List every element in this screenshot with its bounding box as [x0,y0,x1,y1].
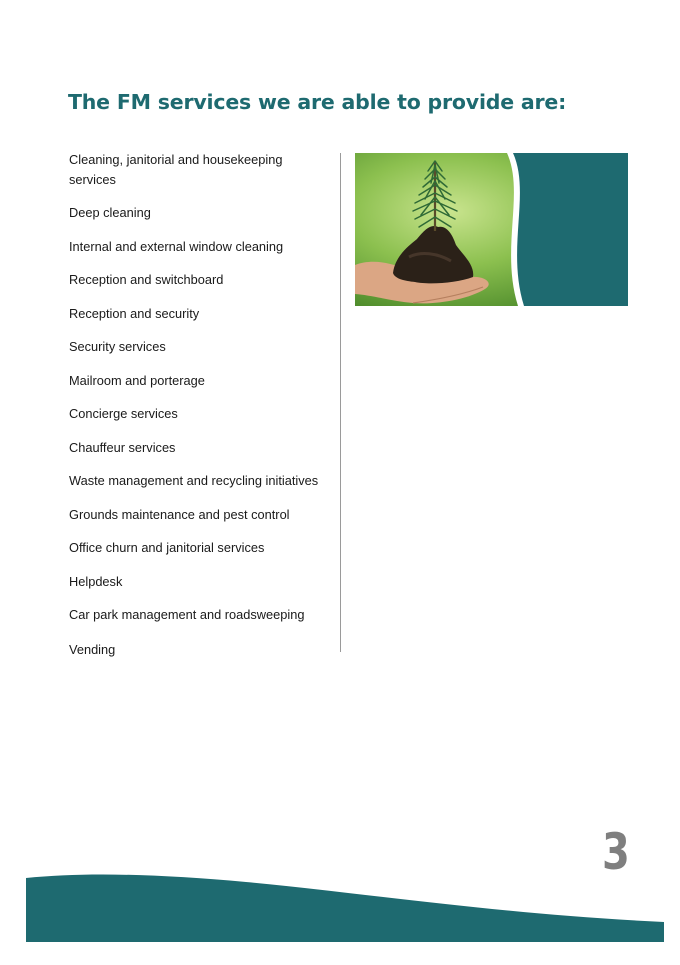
list-item: Office churn and janitorial services [69,540,265,555]
list-item: Cleaning, janitorial and housekeeping services [69,152,283,187]
list-item: Security services [69,339,166,354]
list-item: Internal and external window cleaning [69,238,284,254]
services-list [69,150,331,659]
list-item: Vending [69,641,116,657]
list-item: Reception and security [69,305,200,321]
list-item: Chauffeur services [69,439,176,455]
teal-panel [513,153,628,306]
list-item: Car park management and roadsweeping [69,607,305,622]
list-item: Helpdesk [69,573,123,589]
footer-wave [26,868,664,942]
list-item: Reception and switchboard [69,272,224,287]
page-number: 3 [602,823,630,881]
seedling-in-hand-image [355,153,628,306]
list-item: Mailroom and porterage [69,372,205,388]
list-item: Grounds maintenance and pest control [69,506,290,522]
list-item: Waste management and recycling initiatives [69,473,319,488]
column-divider [340,153,341,652]
list-item: Concierge services [69,406,178,421]
page-title: The FM services we are able to provide are: [68,90,567,114]
list-item: Deep cleaning [69,205,151,220]
